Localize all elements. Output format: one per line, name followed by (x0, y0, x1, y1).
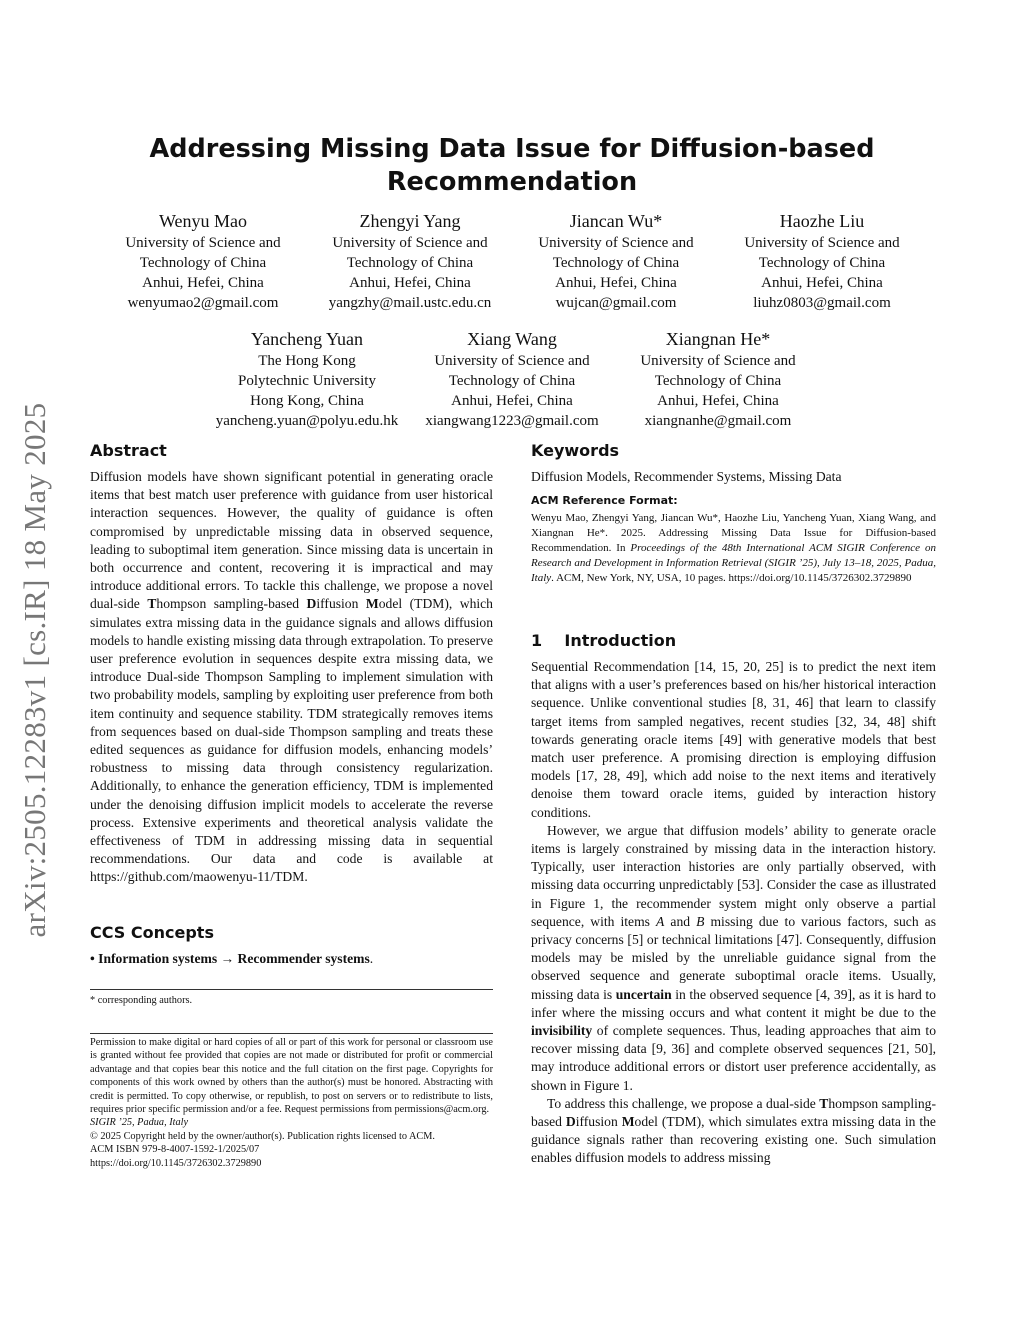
keywords-heading: Keywords (531, 441, 620, 460)
author-location: Anhui, Hefei, China (451, 393, 573, 409)
arxiv-sidebar (5, 375, 65, 965)
keywords-section (531, 440, 936, 486)
author-email: xiangnanhe@gmail.com (644, 413, 792, 429)
author-block (522, 209, 710, 313)
author-email: wenyumao2@gmail.com (127, 295, 279, 311)
intro-paragraph-3: To address this challenge, we propose a dual-side Thompson sampling-based Diffusion Model (TDM), which simulates extra missing data in the guidance signals rather than recovering existing one. Such simulation enables diffusion models to address missing (531, 1095, 936, 1166)
author-affiliation: University of Science and (434, 353, 590, 369)
author-email: yancheng.yuan@polyu.edu.hk (215, 413, 399, 429)
author-block (208, 327, 406, 431)
permission-rule (90, 1033, 493, 1034)
author-affiliation: Polytechnic University (238, 373, 376, 389)
author-name: Yancheng Yuan (251, 329, 363, 349)
abstract-text: Diffusion models have shown significant potential in generating oracle items that best match user preference with guidance from user historical interaction sequences. However, the quality of guidance is often compromised by unpredictable missing data in observed sequence, leading to suboptimal item generation. Since missing data is uncertain in both occurrence and content, recovering it is impractical and may introduce additional errors. To tackle this challenge, we propose a novel dual-side Thompson sampling-based Diffusion Model (TDM), which simulates extra missing data in the guidance signals and allows diffusion models to handle existing missing data through extrapolation. To preserve user preference evolution in sequences despite extra missing data, we introduce Dual-side Thompson Sampling to implement simulation with two probability models, sampling by exploiting user preference from both item continuity and sequence stability. TDM strategically removes items from sequences based on dual-side Thompson sampling and treats these edited sequences as guidance for diffusion models, enhancing models’ robustness to missing data through consistency regularization. Additionally, to enhance the generation efficiency, TDM is implemented under the denoising diffusion implicit models to accelerate the reverse process. Extensive experiments and theoretical analysis validate the effectiveness of TDM in addressing missing data in sequential recommendations. Our data and code is available at https://github.com/maowenyu-11/TDM. (90, 469, 493, 885)
title-line-2: Recommendation (386, 167, 638, 197)
author-block (314, 209, 506, 313)
author-affiliation: The Hong Kong (258, 353, 356, 369)
footnote: * corresponding authors. (90, 995, 193, 1006)
author-name: Zhengyi Yang (359, 211, 461, 231)
author-affiliation: University of Science and (125, 235, 281, 251)
author-email: wujcan@gmail.com (555, 295, 677, 311)
intro-paragraph-2: However, we argue that diffusion models’ ability to generate oracle items is largely constrained by missing data in the interaction history. Typically, user interaction histories are only partially observed, with missing data occurring unpredictably [53]. Consider the case as illustrated in Figure 1, the recommender system might only observe a partial sequence, with items A and B missing due to various factors, such as privacy concerns [5] or technical limitations [47]. Consequently, diffusion models may be misled by the unreliable guidance signal from the observed sequence and generate suboptimal oracle items. Usually, missing data is uncertain in the observed sequence [4, 39], as it is hard to infer where the missing occurs and what content it might be due to the invisibility of complete sequences. Thus, leading approaches that aim to recover missing data [9, 36] and complete observed sequences [21, 50], may introduce additional errors or distort user preference accidentally, as shown in Figure 1. (531, 822, 937, 1093)
author-name: Xiang Wang (467, 329, 557, 349)
author-name: Wenyu Mao (158, 211, 248, 231)
ccs-concepts: • Information systems → Recommender systems. (90, 951, 374, 966)
keywords-text: Diffusion Models, Recommender Systems, Missing Data (531, 469, 842, 484)
footnote-rule (90, 989, 493, 990)
introduction-heading: 1 Introduction (531, 631, 677, 650)
acm-reference-section (531, 494, 936, 586)
author-email: yangzhy@mail.ustc.edu.cn (328, 295, 492, 311)
author-affiliation: University of Science and (538, 235, 694, 251)
author-name: Jiancan Wu* (569, 211, 663, 231)
author-name: Haozhe Liu (779, 211, 865, 231)
paper-title (90, 133, 934, 199)
author-location: Anhui, Hefei, China (555, 275, 677, 291)
doi-link[interactable]: https://doi.org/10.1145/3726302.3729890 (90, 1157, 262, 1169)
author-name: Xiangnan He* (665, 329, 771, 349)
author-location: Anhui, Hefei, China (142, 275, 264, 291)
author-affiliation: Technology of China (552, 255, 680, 271)
acm-reference-heading: ACM Reference Format: (531, 494, 678, 507)
title-line-1: Addressing Missing Data Issue for Diffusion-based (149, 134, 875, 164)
author-location: Anhui, Hefei, China (657, 393, 779, 409)
acm-reference-text: Wenyu Mao, Zhengyi Yang, Jiancan Wu*, Haozhe Liu, Yancheng Yuan, Xiang Wang, and Xiangnan He*. 2025. Addressing Missing Data Issue for Diffusion-based Recommendation. In Proceedings of the 48th International ACM SIGIR Conference on Research and Development in Information Retrieval (SIGIR ’25), July 13–18, 2025, Padua, Italy. ACM, New York, NY, USA, 10 pages. https://doi.org/10.1145/3726302.3729890 (531, 512, 936, 584)
copyright-line: © 2025 Copyright held by the owner/author(s). Publication rights licensed to ACM. (90, 1130, 436, 1142)
abstract-section (90, 440, 493, 887)
author-block (728, 209, 916, 313)
arxiv-identifier: arXiv:2505.12283v1 [cs.IR] 18 May 2025 (17, 402, 52, 938)
author-location: Anhui, Hefei, China (349, 275, 471, 291)
author-affiliation: University of Science and (640, 353, 796, 369)
author-email: liuhz0803@gmail.com (753, 295, 891, 311)
author-location: Hong Kong, China (250, 393, 364, 409)
permission-text: Permission to make digital or hard copies of all or part of this work for personal or classroom use is granted without fee provided that copies are not made or distributed for profit or commercial advantage and that copies bear this notice and the full citation on the first page. Copyrights for components of this work owned by others than the author(s) must be honored. Abstracting with credit is permitted. To copy otherwise, or republish, to post on servers or to redistribute to lists, requires prior specific permission and/or a fee. Request permissions from permissions@acm.org. (90, 1037, 493, 1116)
intro-paragraph-1: Sequential Recommendation [14, 15, 20, 25] is to predict the next item that aligns with a user’s preferences based on his/her historical interaction sequence. Unlike conventional studies [8, 31, 46] that learn to classify target items from sampled negatives, recent studies [32, 34, 48] shift towards generating oracle items [49] with generative models that best match user preference. A promising direction is employing diffusion models [17, 28, 49], which add noise to the next items and iteratively denoise them toward oracle items, guided by interaction history conditions. (531, 659, 936, 820)
author-email: xiangwang1223@gmail.com (425, 413, 599, 429)
author-affiliation: University of Science and (332, 235, 488, 251)
conference-venue: SIGIR ’25, Padua, Italy (90, 1117, 189, 1129)
author-affiliation: Technology of China (346, 255, 474, 271)
author-affiliation: Technology of China (448, 373, 576, 389)
author-affiliation: Technology of China (139, 255, 267, 271)
abstract-heading: Abstract (90, 441, 167, 460)
ccs-section (90, 922, 493, 968)
permission-block (90, 1036, 493, 1170)
author-block (110, 209, 296, 313)
isbn-line: ACM ISBN 979-8-4007-1592-1/2025/07 (90, 1144, 260, 1156)
author-location: Anhui, Hefei, China (761, 275, 883, 291)
ccs-heading: CCS Concepts (90, 923, 214, 942)
introduction-section (531, 630, 936, 1168)
author-block (416, 327, 608, 431)
author-affiliation: University of Science and (744, 235, 900, 251)
author-affiliation: Technology of China (758, 255, 886, 271)
author-block (622, 327, 814, 431)
author-affiliation: Technology of China (654, 373, 782, 389)
